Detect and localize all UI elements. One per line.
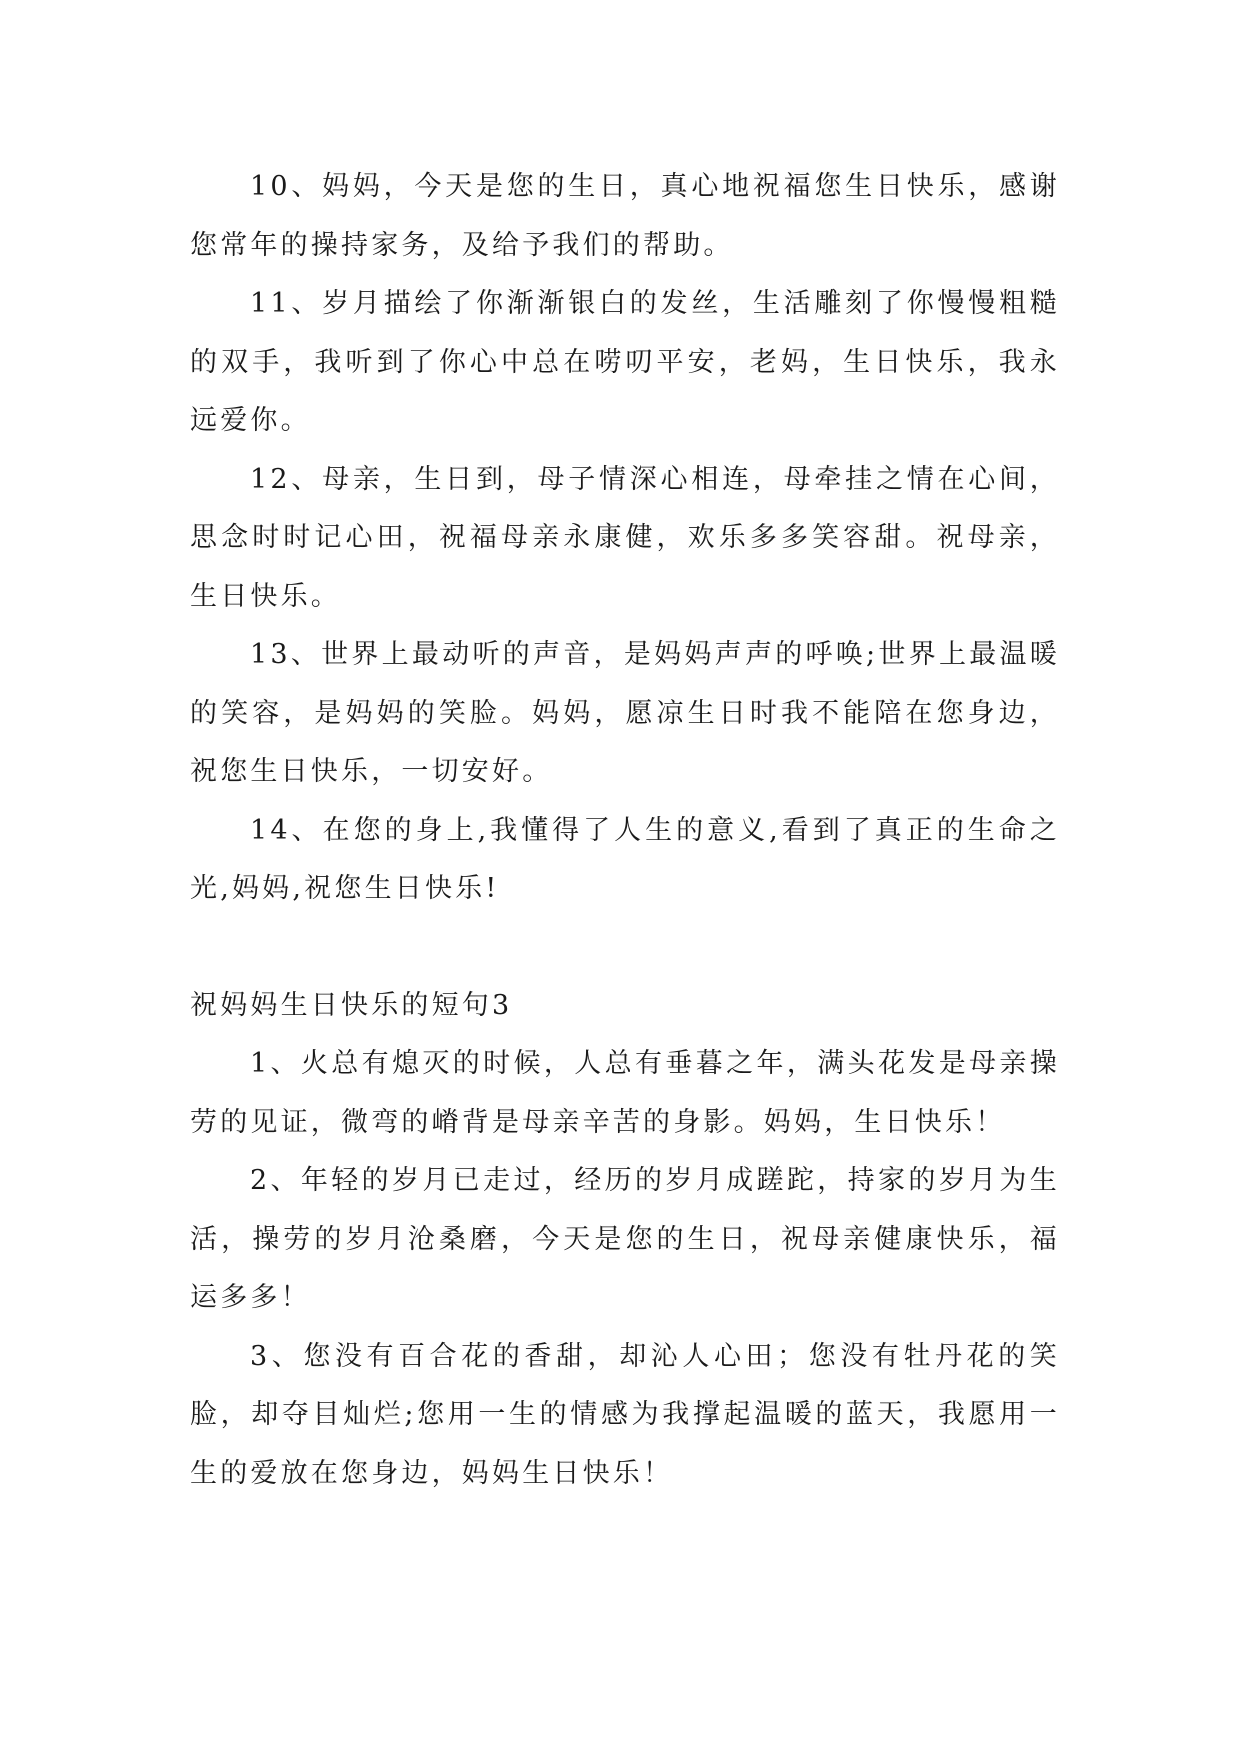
document-page: [190, 158, 1060, 1503]
paragraph: 12、母亲，生日到，母子情深心相连，母牵挂之情在心间，思念时时记心田，祝福母亲永康健，欢乐多多笑容甜。祝母亲，生日快乐。: [190, 463, 1060, 612]
paragraph: 2、年轻的岁月已走过，经历的岁月成蹉跎，持家的岁月为生活，操劳的岁月沧桑磨，今天是您的生日，祝母亲健康快乐，福运多多！: [190, 1165, 1060, 1313]
paragraph: 11、岁月描绘了你渐渐银白的发丝，生活雕刻了你慢慢粗糙的双手，我听到了你心中总在唠叨平安，老妈，生日快乐，我永远爱你。: [190, 288, 1060, 436]
paragraph: 10、妈妈，今天是您的生日，真心地祝福您生日快乐，感谢您常年的操持家务，及给予我们的帮助。: [190, 171, 1060, 261]
paragraph: 14、在您的身上,我懂得了人生的意义,看到了真正的生命之光,妈妈,祝您生日快乐!: [190, 814, 1060, 904]
paragraph: 3、您没有百合花的香甜，却沁人心田；您没有牡丹花的笑脸，却夺目灿烂;您用一生的情感为我撑起温暖的蓝天，我愿用一生的爱放在您身边，妈妈生日快乐！: [190, 1340, 1060, 1489]
paragraph: 13、世界上最动听的声音，是妈妈声声的呼唤;世界上最温暖的笑容，是妈妈的笑脸。妈妈，愿凉生日时我不能陪在您身边，祝您生日快乐，一切安好。: [190, 639, 1060, 787]
paragraph: 1、火总有熄灭的时候，人总有垂暮之年，满头花发是母亲操劳的见证，微弯的嵴背是母亲辛苦的身影。妈妈，生日快乐！: [190, 1048, 1060, 1138]
section-gap: [190, 919, 1060, 977]
section-title: 祝妈妈生日快乐的短句3: [190, 989, 513, 1021]
